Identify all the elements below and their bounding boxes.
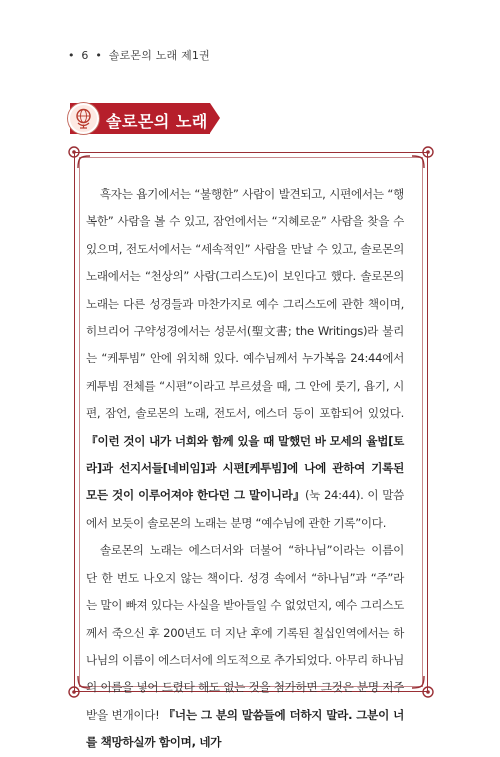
paragraph-text: (눅 24:44). 이 말씀에서 보듯이 솔로몬의 노래는 분명 “예수님에 관한 기록”이다.: [86, 488, 405, 530]
scripture-quote: 『이런 것이 내가 너희와 함께 있을 때 말했던 바 모세의 율법[토라]과 선지서들[네비임]과 시편[케투빔]에 나에 관하여 기록된 모든 것이 이루어져야 한다던 그 말이니라』: [86, 433, 404, 503]
title-badge-notch: [210, 103, 220, 133]
book-title: 솔로몬의 노래 제1권: [108, 49, 210, 62]
paragraph-text: 흑자는 욥기에서는 “불행한” 사람이 발견되고, 시편에서는 “행복한” 사람을 볼 수 있고, 잠언에서는 “지혜로운” 사람을 찾을 수 있으며, 전도서에서는 “세속적인” 사람을 만날 수 있고, 솔로몬의 노래에서는 “천상의” 사람(그리스도)이 보인다고 했다. 솔로몬의 노래는 다른 성경들과 마찬가지로 예수 그리스도에 관한 책이며, 히브리어 구약성경에서는 성문서(聖文書; the Writings)라 불리는 “케투빔” 안에 위치해 있다. 예수님께서 누가복음 24:44에서 케투빔 전체를 “시편”이라고 부르셨을 때, 그 안에 룻기, 욥기, 시편, 잠언, 솔로몬의 노래, 전도서, 에스더 등이 포함되어 있었다.: [86, 187, 404, 421]
section-title: 솔로몬의 노래: [106, 112, 208, 131]
header-bullet-left: •: [68, 49, 75, 62]
corner-ornament-top-right: [410, 142, 438, 170]
paragraph-text: 솔로몬의 노래는 에스더서와 더불어 “하나님”이라는 이름이 단 한 번도 나오지 않는 책이다. 성경 속에서 “하나님”과 “주”라는 말이 빠져 있다는 사실을 받아들일 수 없었던지, 예수 그리스도께서 죽으신 후 200년도 더 지난 후에 기록된 칠십인역에서는 하나님의 이름이 에스더서에 의도적으로 추가되었다. 아무리 하나님의 이름을 넣어 드렸다 해도 없는 것을 첨가하면 그것은 분명 저주받을 변개이다!: [86, 543, 404, 722]
page-number: 6: [81, 49, 89, 62]
corner-ornament-top-left: [64, 142, 92, 170]
running-header: [68, 47, 213, 63]
paragraph-2: [86, 537, 404, 756]
scripture-quote: 『너는 그 분의 말씀들에 더하지 말라. 그분이 너를 책망하실까 함이며, 네가: [86, 707, 404, 750]
corner-ornament-bottom-right: [410, 674, 438, 702]
section-title-badge: [70, 103, 210, 134]
paragraph-1: [86, 181, 404, 537]
header-bullet-right: •: [95, 49, 103, 62]
globe-icon: [68, 103, 99, 134]
body-text: [86, 181, 404, 757]
